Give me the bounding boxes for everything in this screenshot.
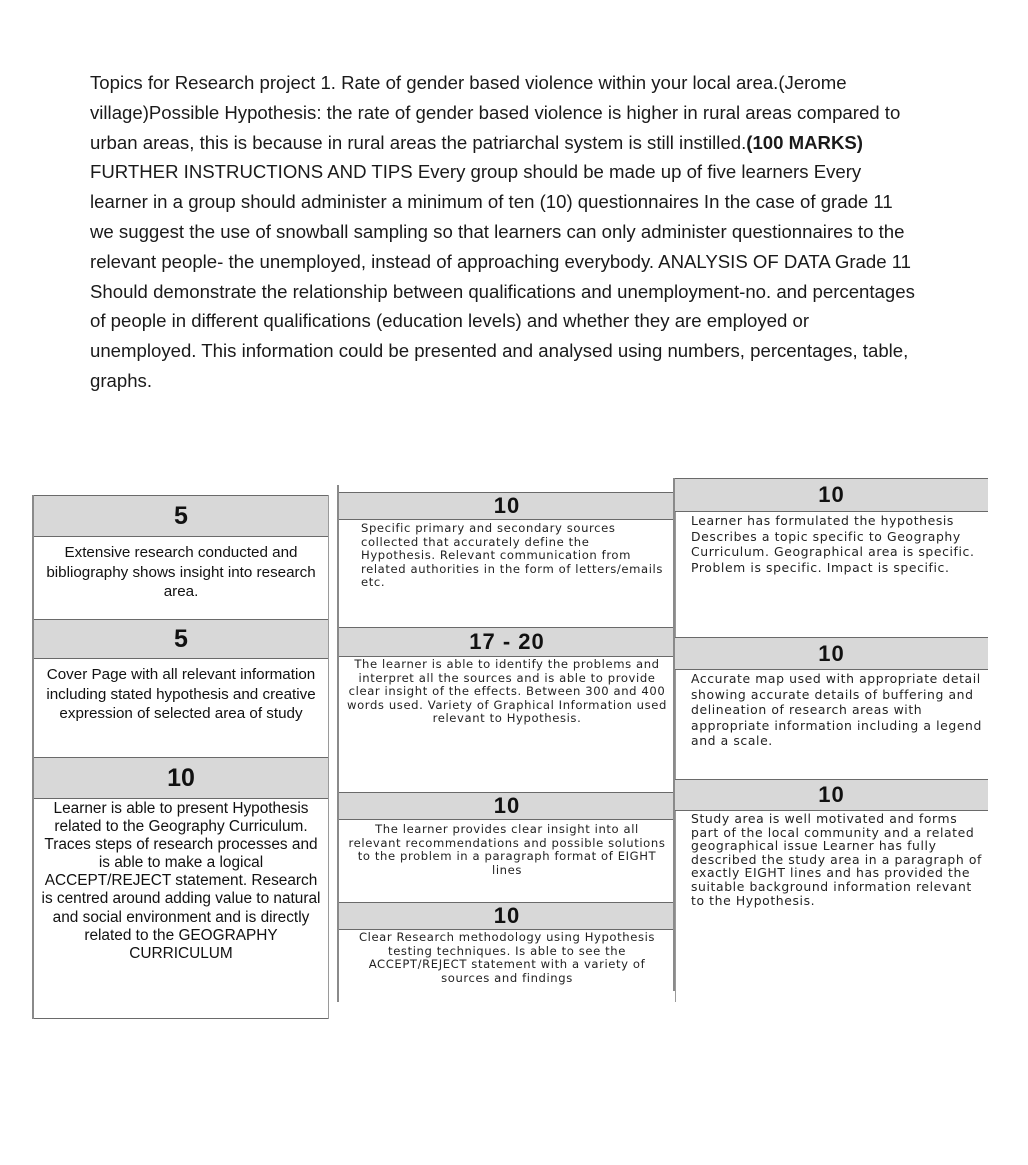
rubric-criterion: Extensive research conducted and bibliography shows insight into research area.: [46, 544, 316, 600]
rubric-criterion: Cover Page with all relevant information including stated hypothesis and creative expression of selected area of study: [46, 666, 316, 722]
rubric-marks: 10: [675, 779, 988, 811]
rubric-criterion: Clear Research methodology using Hypothesis testing techniques. Is able to see the ACCEPT/REJECT statement with a variety of sources and findings: [358, 930, 656, 985]
rubric-criterion: The learner is able to identify the problems and interpret all the sources and is able to provide clear insight of the effects. Between 300 and 400 words used. Variety of Graphical Information used relevant to Hypothesis.: [347, 657, 667, 726]
rubric-marks: 10: [339, 792, 675, 820]
rubric-column-1: [32, 495, 329, 1019]
rubric-criterion: The learner provides clear insight into all relevant recommendations and possible solutions to the problem in a paragraph format of EIGHT lines: [348, 822, 666, 877]
rubric-marks: 10: [339, 902, 675, 930]
rubric-column-2: [337, 485, 676, 1002]
rubric-criterion: Specific primary and secondary sources collected that accurately define the Hypothesis. Relevant communication from related authorities in the form of letters/emails etc.: [361, 521, 663, 590]
rubric-marks: 10: [34, 757, 328, 799]
rubric-marks: 5: [34, 619, 328, 659]
rubric-criterion: Learner has formulated the hypothesis Describes a topic specific to Geography Curriculum. Geographical area is specific. Problem is specific. Impact is specific.: [691, 513, 975, 575]
rubric-criterion: Learner is able to present Hypothesis related to the Geography Curriculum. Traces steps of research processes and is able to make a logical ACCEPT/REJECT statement. Research is centred around adding value to natural and social environment and is directly related to the GEOGRAPHY CURRICULUM: [34, 799, 328, 1019]
rubric-marks: 10: [675, 478, 988, 512]
rubric-criterion: Study area is well motivated and forms part of the local community and a related geographical issue Learner has fully described the study area in a paragraph of exactly EIGHT lines and has provided the suitable background information relevant to the Hypothesis.: [691, 811, 982, 908]
rubric-criterion: Accurate map used with appropriate detail showing accurate details of buffering and delineation of research areas with appropriate information including a legend and a scale.: [691, 671, 982, 748]
rubric-marks: 10: [675, 637, 988, 670]
intro-text-2: FURTHER INSTRUCTIONS AND TIPS Every group should be made up of five learners Every learner in a group should administer a minimum of ten (10) questionnaires In the case of grade 11 we suggest the use of snowball sampling so that learners can only administer questionnaires to the relevant people- the unemployed, instead of approaching everybody. ANALYSIS OF DATA Grade 11 Should demonstrate the relationship between qualifications and unemployment-no. and percentages of people in different qualifications (education levels) and whether they are employed or unemployed. This information could be presented and analysed using numbers, percentages, table, graphs.: [90, 161, 915, 391]
rubric-marks: 17 - 20: [339, 627, 675, 657]
intro-paragraph: [90, 68, 920, 396]
rubric-column-3: [673, 478, 988, 991]
intro-text-1: Topics for Research project 1. Rate of gender based violence within your local area.(Jerome village)Possible Hypothesis: the rate of gender based violence is higher in rural areas compared to urban areas, this is because in rural areas the patriarchal system is still instilled.: [90, 72, 901, 153]
rubric-marks: 5: [34, 495, 328, 537]
rubric-marks: 10: [339, 492, 675, 520]
intro-marks: (100 MARKS): [746, 131, 863, 153]
